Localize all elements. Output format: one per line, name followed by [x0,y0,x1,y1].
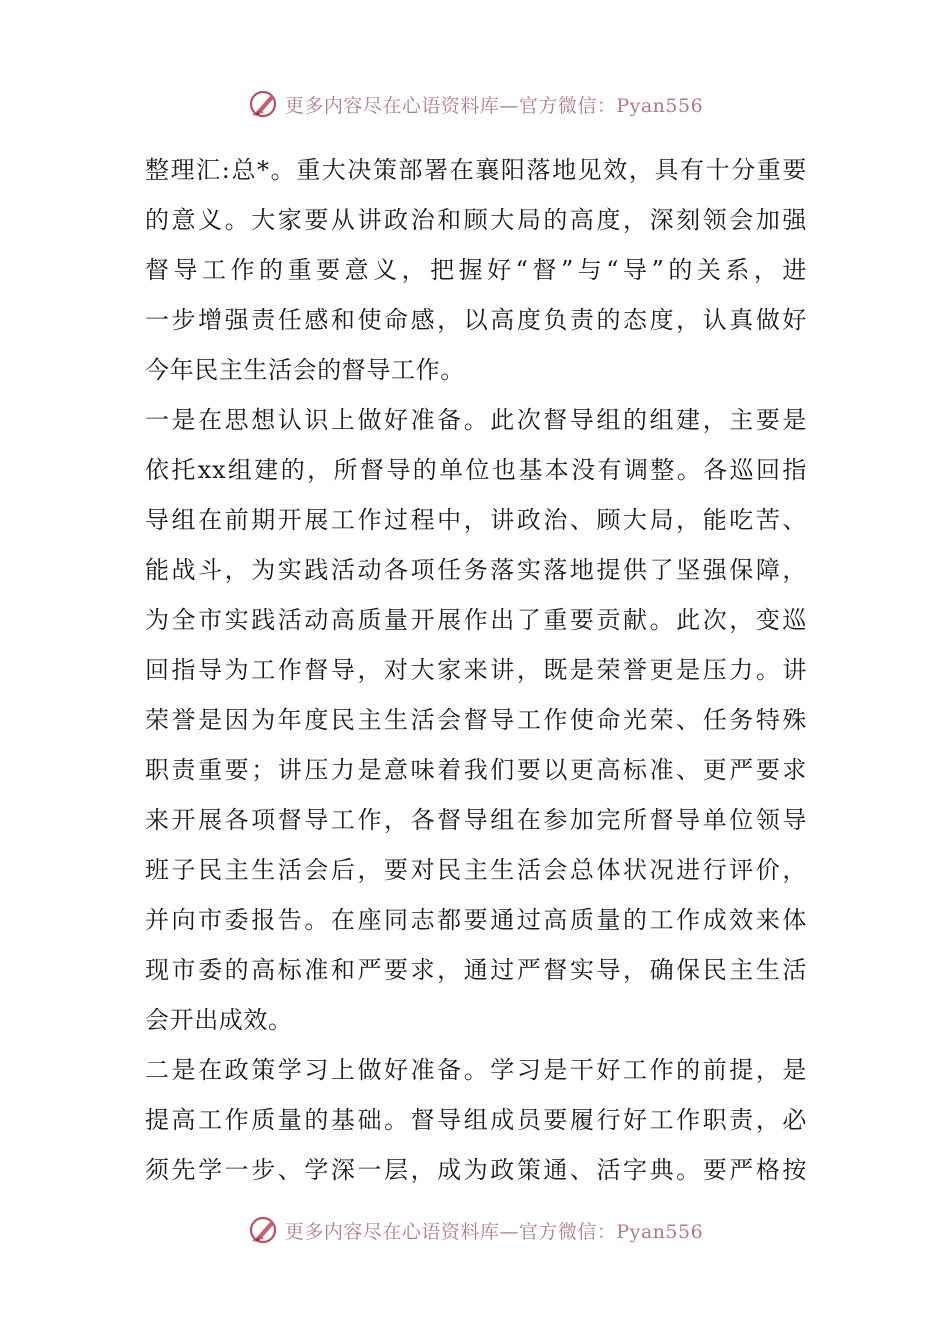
text-line: 二是在政策学习上做好准备。学习是干好工作的前提，是 [145,1056,807,1084]
text-line: 现市委的高标准和严要求，通过严督实导，确保民主生活 [145,956,807,984]
pen-logo-icon [247,87,281,121]
footer-banner [0,1210,950,1250]
header-banner [0,84,950,124]
text-line: 的意义。大家要从讲政治和顾大局的高度，深刻领会加强 [145,206,807,234]
document-body [145,145,807,1195]
text-line: 来开展各项督导工作，各督导组在参加完所督导单位领导 [145,806,807,834]
pen-logo-icon [247,1213,281,1247]
footer-banner-text: 更多内容尽在心语资料库—官方微信：Pyan556 [284,1220,704,1243]
text-line: 一步增强责任感和使命感，以高度负责的态度，认真做好 [145,306,807,334]
header-banner-text: 更多内容尽在心语资料库—官方微信：Pyan556 [284,94,704,117]
text-line: 能战斗，为实践活动各项任务落实落地提供了坚强保障， [145,556,807,584]
text-line: 整理汇:总*。重大决策部署在襄阳落地见效，具有十分重要 [145,156,807,184]
text-line: 今年民主生活会的督导工作。 [145,356,465,384]
text-line: 为全市实践活动高质量开展作出了重要贡献。此次，变巡 [145,606,807,634]
text-line: 会开出成效。 [145,1006,293,1034]
text-line: 提高工作质量的基础。督导组成员要履行好工作职责，必 [145,1106,807,1134]
text-line: 导组在前期开展工作过程中，讲政治、顾大局，能吃苦、 [145,506,807,534]
text-line: 并向市委报告。在座同志都要通过高质量的工作成效来体 [145,906,807,934]
text-line: 一是在思想认识上做好准备。此次督导组的组建，主要是 [145,406,807,434]
text-line: 督导工作的重要意义，把握好“督”与“导”的关系，进 [145,256,807,284]
text-line: 职责重要；讲压力是意味着我们要以更高标准、更严要求 [145,756,807,784]
text-line: 荣誉是因为年度民主生活会督导工作使命光荣、任务特殊 [145,706,807,734]
text-line: 依托xx组建的，所督导的单位也基本没有调整。各巡回指 [145,456,807,484]
text-line: 班子民主生活会后，要对民主生活会总体状况进行评价， [145,856,807,884]
text-line: 回指导为工作督导，对大家来讲，既是荣誉更是压力。讲 [145,656,807,684]
text-line: 须先学一步、学深一层，成为政策通、活字典。要严格按 [145,1156,807,1184]
